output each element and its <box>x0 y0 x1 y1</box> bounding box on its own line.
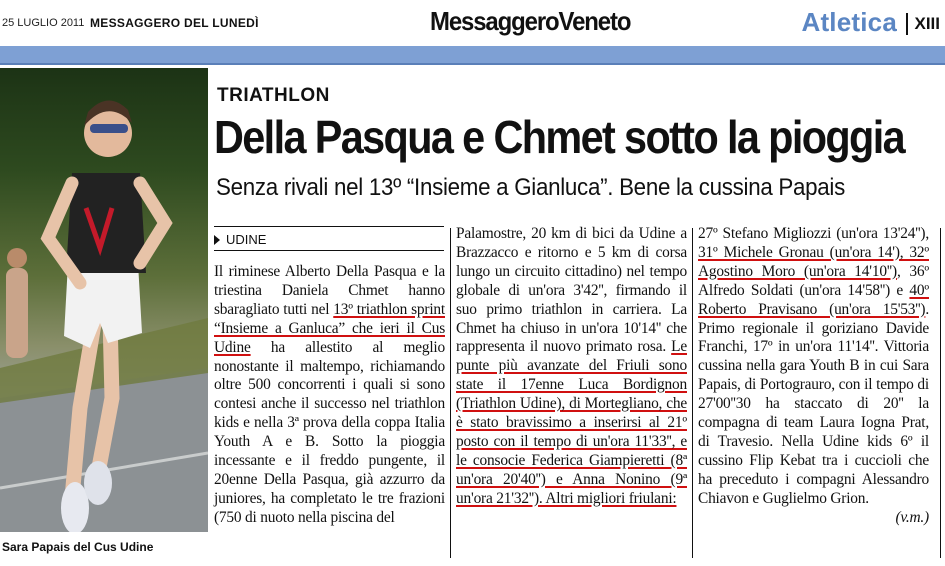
highlighted-text: Le punte più avanzate del Friuli sono state il 17enne Luca Bordignon (Triathlon Udine), di Mortegliano, che è stato bravissimo a inserirsi al 21º posto con il tempo di un'ora 11'33'', e le consocie Federica Giampieretti (8ª un'ora 20'40'') e Anna Nonino (9ª un'ora 21'32''). Altri migliori friulani: <box>456 338 687 507</box>
body-text: . Primo regionale il goriziano Davide Franchi, 17º in un'ora 11'14''. Vittoria cussina nella gara Youth B in cui Sara Papais, di Portograuro, con il tempo di 27'00''30 ha staccato di 20'' la compagna di team Laura Iogna Prat, di Travesio. Nella Udine kids 6º il cussino Flip Kebat tra i cuccioli che ha preceduto i compagni Alessandro Chiavon e Guglielmo Grion. <box>698 300 929 507</box>
photo-caption: Sara Papais del Cus Udine <box>2 540 154 554</box>
author-signature: (v.m.) <box>895 508 929 526</box>
column-3-text <box>698 225 929 509</box>
issue-date: 25 LUGLIO 2011 <box>2 17 85 29</box>
body-text: ha allestito al meglio nonostante il maltempo, richiamando oltre 500 concorrenti i quali si sono contesi anche il successo nel triathlon kids e nella 3ª prova della coppa Italia Youth A e B. Sotto la pioggia incessante e il freddo pungente, il 20enne Della Pasqua, già azzurro da juniores, ha completato le tre frazioni (750 di nuoto nella piscina del <box>214 338 445 526</box>
dateline <box>214 232 266 247</box>
runner-illustration-icon <box>0 68 208 532</box>
highlighted-text: 13º triathlon sprint “Insieme a Ganluca” che ieri il Cus Udine <box>214 300 445 356</box>
article-column-3 <box>698 225 929 528</box>
column-1-text <box>214 263 445 528</box>
highlighted-text: 31º Michele Gronau (un'ora 14'), 32º Agostino Moro (un'ora 14'10'') <box>698 243 929 280</box>
runner-photo <box>0 68 208 532</box>
body-text: , 36º Alfredo Soldati (un'ora 14'58'') e <box>698 262 929 299</box>
dateline-text: UDINE <box>226 232 267 247</box>
column-divider-1 <box>450 228 451 558</box>
byline-divider-bottom <box>214 250 444 251</box>
section-color-bar <box>0 46 945 65</box>
article-subhead: Senza rivali nel 13º “Insieme a Gianluca”. Bene la cussina Papais <box>216 174 845 201</box>
article-column-2 <box>456 225 687 509</box>
column-2-text <box>456 225 687 509</box>
body-text: 27º Stefano Migliozzi (un'ora 13'24''), <box>698 225 929 242</box>
masthead <box>0 0 945 46</box>
article-column-1 <box>214 263 445 528</box>
body-text: Palamostre, 20 km di bici da Udine a Brazzacco e ritorno e 5 km di corsa lungo un circuito cittadino) nel tempo globale di un'ora 3'42'', firmando il suo primo triathlon in carriera. La Chmet ha chiuso in un'ora 10'14'' che rappresenta il nuovo primato rosa. <box>456 225 687 356</box>
newspaper-logo: MessaggeroVeneto <box>430 6 631 36</box>
section-title: Atletica <box>801 7 897 37</box>
byline-divider-top <box>214 226 444 227</box>
article-kicker: TRIATHLON <box>217 85 330 106</box>
triangle-bullet-icon <box>214 235 220 245</box>
body-text: Il riminese Alberto Della Pasqua e la triestina Daniela Chmet hanno sbaragliato tutti nel <box>214 263 445 318</box>
article-headline: Della Pasqua e Chmet sotto la pioggia <box>214 111 905 163</box>
column-divider-3 <box>940 228 941 558</box>
edition-name: MESSAGGERO DEL LUNEDÌ <box>90 16 259 30</box>
highlighted-text: 40º Roberto Pravisano (un'ora 15'53'') <box>698 281 929 318</box>
column-divider-2 <box>692 228 693 558</box>
page-number: XIII <box>906 13 940 35</box>
